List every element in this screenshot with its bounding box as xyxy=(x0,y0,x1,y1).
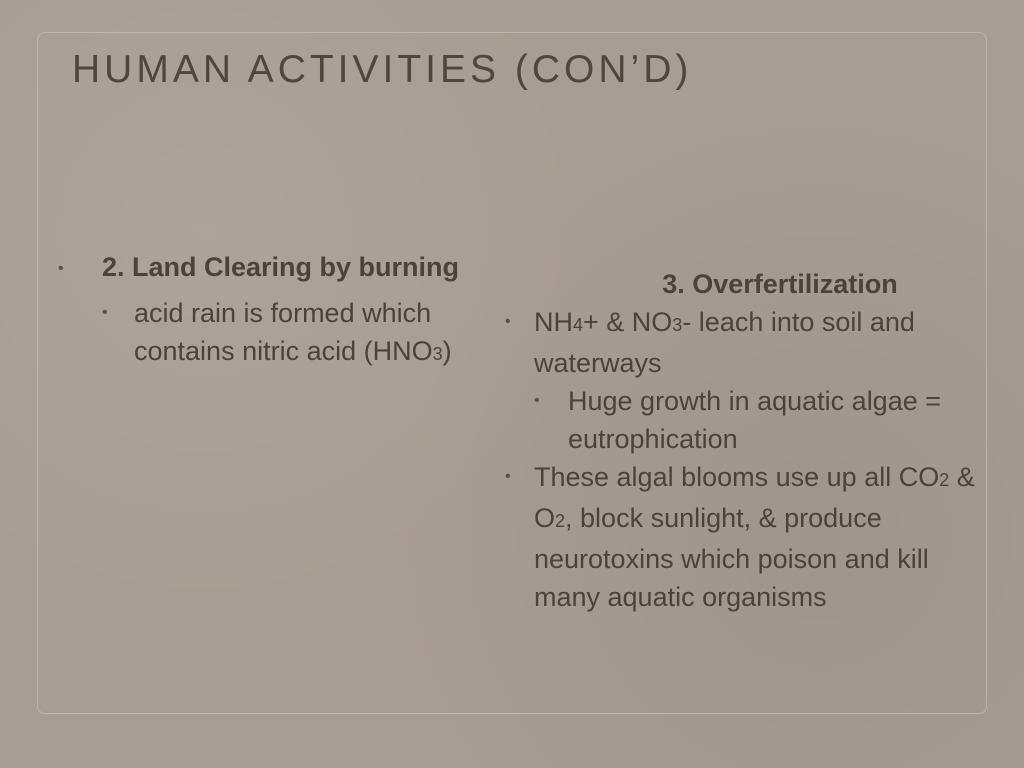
bullet-icon: • xyxy=(505,468,511,485)
bullet-icon: • xyxy=(102,304,108,321)
right-column xyxy=(500,265,1000,616)
right-bullet-1 xyxy=(500,303,1000,382)
left-heading: 2. Land Clearing by burning xyxy=(102,252,460,282)
bullet-icon: • xyxy=(534,392,540,409)
slide-title: HUMAN ACTIVITIES (CON’D) xyxy=(72,48,693,91)
right-bullet-2-text: These algal blooms use up all CO2 & O2, block sunlight, & produce neurotoxins which poison and kill many aquatic organisms xyxy=(534,462,975,612)
right-bullet-1-text: NH4+ & NO3- leach into soil and waterways xyxy=(534,307,915,378)
left-column xyxy=(58,250,488,373)
left-sub-bullet xyxy=(102,294,488,373)
right-sub-bullet-text: Huge growth in aquatic algae = eutrophication xyxy=(568,386,942,454)
left-sub-bullet-text: acid rain is formed which contains nitric acid (HNO3) xyxy=(134,298,452,366)
bullet-icon: • xyxy=(58,260,64,277)
right-sub-bullet xyxy=(500,382,1000,458)
right-heading: 3. Overfertilization xyxy=(662,269,898,299)
right-bullet-2 xyxy=(500,458,1000,616)
bullet-icon: • xyxy=(505,313,511,330)
left-bullet xyxy=(58,250,488,373)
